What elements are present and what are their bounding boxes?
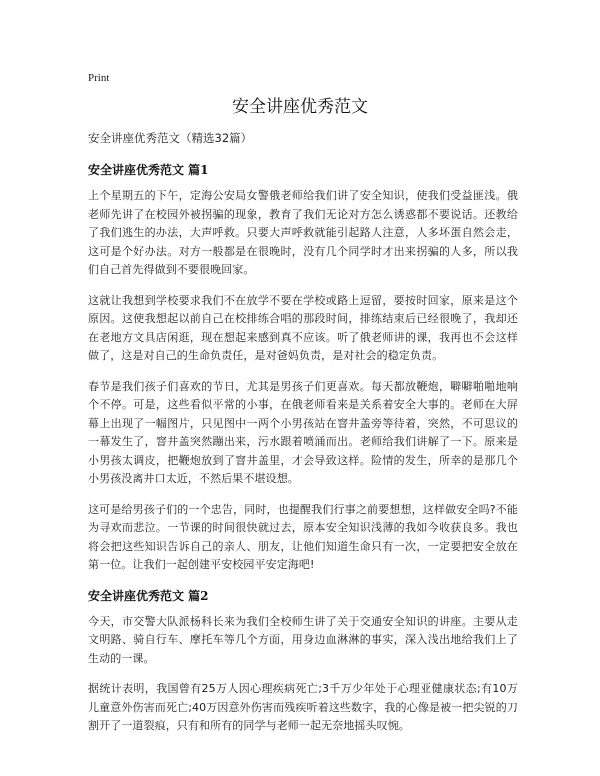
- paragraph: 上个星期五的下午，定海公安局女警俄老师给我们讲了安全知识，使我们受益匪浅。俄老师先讲了在校园外被拐骗的现象，教育了我们无论对方怎么诱惑都不要说话。还教给了我们逃生的办法，大声呼救。只要大声呼救就能引起路人注意，人多坏蛋自然会走，这可是个好办法。对方一般都是在很晚时，没有几个同学时才出来拐骗的人多，所以我们自己首先得做到不要很晚回家。: [88, 189, 518, 276]
- paragraph: 今天，市交警大队派杨科长来为我们全校师生讲了关于交通安全知识的讲座。主要从走文明路、骑自行车、摩托车等几个方面，用身边血淋淋的事实，深入浅出地给我们上了生动的一课。: [88, 614, 518, 665]
- section-2: [88, 587, 518, 736]
- section-heading: 安全讲座优秀范文 篇2: [88, 588, 209, 603]
- paragraph: 这就让我想到学校要求我们不在放学不要在学校或路上逗留，要按时回家，原来是这个原因。这使我想起以前自己在校排练合唱的那段时间，排练结束后已经很晚了，我却还在老地方文具店闲逛，现在想起来感到真不应该。听了俄老师讲的课，我再也不会这样做了，这是对自己的生命负责任，是对爸妈负责，是对社会的稳定负责。: [88, 293, 518, 362]
- paragraph: 春节是我们孩子们喜欢的节日，尤其是男孩子们更喜欢。每天都放鞭炮，噼噼啪啪地响个不停。可是，这些看似平常的小事，在俄老师看来是关系着安全大事的。老师在大屏幕上出现了一幅图片，只见图中一两个小男孩站在窨井盖旁等待着，突然，不可思议的一幕发生了，窨井盖突然蹦出来，污水跟着喷涌而出。老师给我们讲解了一下。原来是小男孩太调皮，把鞭炮放到了窨井盖里，才会导致这样。险情的发生，所幸的是那几个小男孩没离井口太近，不然后果不堪设想。: [88, 379, 518, 485]
- print-link[interactable]: Print: [88, 72, 110, 84]
- paragraph: 这可是给男孩子们的一个忠告，同时，也提醒我们行事之前要想想，这样做安全吗?不能为寻欢而悲泣。一节课的时间很快就过去，原本安全知识浅薄的我如今收获良多。我也将会把这些知识告诉自己的亲人、朋友，让他们知道生命只有一次，一定要把安全放在第一位。让我们一起创建平安校园平安定海吧!: [88, 502, 518, 571]
- document-subtitle: 安全讲座优秀范文（精选32篇）: [88, 131, 253, 145]
- section-heading: 安全讲座优秀范文 篇1: [88, 163, 209, 177]
- paragraph: 据统计表明，我国曾有25万人因心理疾病死亡;3千万少年处于心理亚健康状态;有10万儿童意外伤害而死亡;40万因意外伤害而残疾听着这些数字，我的心像是被一把尖锐的刀割开了一道裂痕，只有和所有的同学与老师一起无奈地摇头叹惋。: [88, 682, 518, 732]
- document-body: [88, 129, 518, 748]
- section-1: [88, 161, 518, 575]
- page-title: 安全讲座优秀范文: [232, 97, 368, 117]
